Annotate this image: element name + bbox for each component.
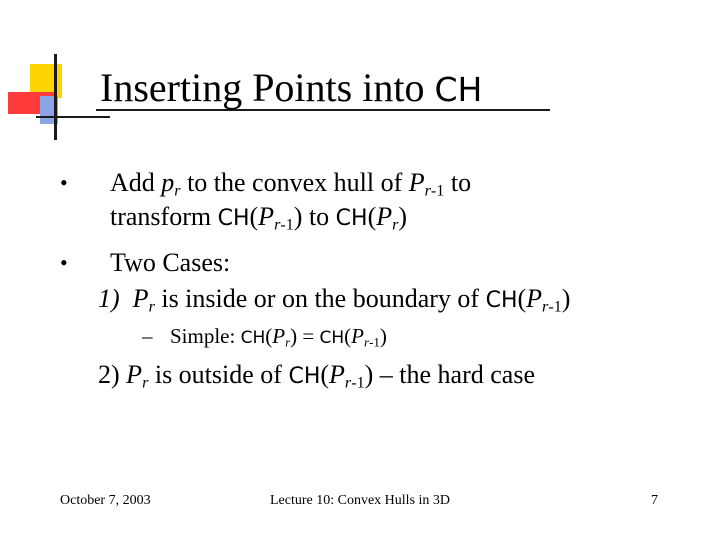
bullet-1-line-2: transform $CH(P_{r-1})$ to $CH(P_r)$ bbox=[110, 202, 408, 234]
case-2: 2) $P_r$ is outside of $CH(P_{r-1})$ – the hard case bbox=[98, 360, 535, 392]
case-1: 1) $P_r$ is inside or on the boundary of $CH(P_{r-1})$ bbox=[98, 284, 571, 316]
footer-lecture: Lecture 10: Convex Hulls in 3D bbox=[270, 493, 451, 508]
bullet-2-marker: • bbox=[60, 250, 68, 275]
bullet-1-marker: • bbox=[60, 170, 68, 195]
logo bbox=[0, 52, 110, 142]
bullet-1-line-1: Add $p_r$ to the convex hull of $P_{r-1}$ to bbox=[110, 168, 472, 200]
footer-page-number: 7 bbox=[651, 493, 658, 508]
bullet-2-text: Two Cases: bbox=[110, 248, 231, 277]
slide-title: Inserting Points into CH bbox=[100, 65, 483, 110]
footer-date: October 7, 2003 bbox=[60, 493, 151, 508]
logo-vertical-line bbox=[54, 54, 57, 140]
logo-horizontal-line bbox=[36, 116, 110, 118]
simple-case: Simple: $CH(P_r) = CH(P_{r-1})$ bbox=[170, 324, 387, 350]
sub-dash: – bbox=[142, 324, 153, 348]
